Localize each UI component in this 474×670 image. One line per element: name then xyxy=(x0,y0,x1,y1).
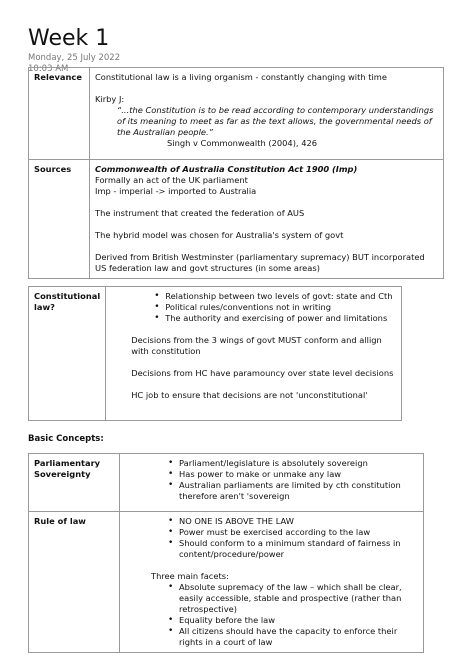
kirby-quote: “...the Constitution is to be read according to contemporary understandings of its meaning to meet as far as the text allows, the governmental needs of the Australian people.” xyxy=(117,105,434,137)
sources-content xyxy=(90,160,444,279)
list-item: • Political rules/conventions not in writing xyxy=(151,302,396,313)
sources-line-1: Formally an act of the UK parliament xyxy=(95,175,248,185)
list-item: • NO ONE IS ABOVE THE LAW xyxy=(165,516,418,527)
sources-line-4: The hybrid model was chosen for Australia's system of govt xyxy=(95,230,344,240)
constitution-paragraph-2: Decisions from HC have paramouncy over state level decisions xyxy=(131,368,394,378)
list-item: • Australian parliaments are limited by cth constitution therefore aren't 'sovereign xyxy=(165,480,418,502)
parliamentary-sovereignty-bullets xyxy=(165,458,418,502)
rule-of-law-label: Rule of law xyxy=(29,512,120,653)
list-item: • Should conform to a minimum standard of fairness in content/procedure/power xyxy=(165,538,418,560)
constitutional-law-bullets xyxy=(151,291,396,324)
relevance-line: Constitutional law is a living organism - constantly changing with time xyxy=(95,72,387,82)
list-item: • Has power to make or unmake any law xyxy=(165,469,418,480)
list-item: • Relationship between two levels of govt: state and Cth xyxy=(151,291,396,302)
relevance-row xyxy=(29,68,444,160)
page-title: Week 1 xyxy=(28,26,110,51)
quote-attribution: Kirby J: xyxy=(95,94,125,104)
constitutional-law-label: Constitutional law? xyxy=(29,287,106,421)
constitutional-law-table xyxy=(28,286,402,421)
basic-concepts-heading: Basic Concepts: xyxy=(28,434,104,444)
basic-concepts-table xyxy=(28,453,424,653)
relevance-sources-table xyxy=(28,67,444,279)
constitution-paragraph-3: HC job to ensure that decisions are not 'unconstitutional' xyxy=(131,390,368,400)
list-item: • Parliament/legislature is absolutely sovereign xyxy=(165,458,418,469)
page-date: Monday, 25 July 2022 xyxy=(28,53,121,63)
facets-title: Three main facets: xyxy=(151,571,229,581)
page-time: 10:03 AM xyxy=(28,64,69,74)
constitutional-law-content xyxy=(106,287,402,421)
rule-of-law-content xyxy=(120,512,424,653)
facets-bullets xyxy=(165,582,418,648)
rule-of-law-bullets xyxy=(165,516,418,560)
list-item: • Absolute supremacy of the law – which shall be clear, easily accessible, stable and prospective (rather than retrospective) xyxy=(165,582,418,615)
parliamentary-sovereignty-content xyxy=(120,454,424,512)
constitution-act: Commonwealth of Australia Constitution Act 1900 (Imp) xyxy=(95,164,358,174)
case-citation: Singh v Commonwealth (2004), 426 xyxy=(167,138,318,148)
relevance-label: Relevance xyxy=(29,68,90,160)
parliamentary-sovereignty-label: Parliamentary Sovereignty xyxy=(29,454,120,512)
list-item: • Equality before the law xyxy=(165,615,418,626)
relevance-content xyxy=(90,68,444,160)
parliamentary-sovereignty-row xyxy=(29,454,424,512)
constitutional-law-row xyxy=(29,287,402,421)
list-item: • Power must be exercised according to the law xyxy=(165,527,418,538)
list-item: • The authority and exercising of power and limitations xyxy=(151,313,396,324)
constitution-paragraph-1: Decisions from the 3 wings of govt MUST conform and allign with constitution xyxy=(131,335,382,356)
rule-of-law-row xyxy=(29,512,424,653)
sources-line-3: The instrument that created the federation of AUS xyxy=(95,208,305,218)
sources-line-5: Derived from British Westminster (parliamentary supremacy) BUT incorporated US federation law and govt structures (in some areas) xyxy=(95,252,425,273)
sources-line-2: Imp - imperial -> imported to Australia xyxy=(95,186,257,196)
sources-row xyxy=(29,160,444,279)
list-item: • All citizens should have the capacity to enforce their rights in a court of law xyxy=(165,626,418,648)
sources-label: Sources xyxy=(29,160,90,279)
